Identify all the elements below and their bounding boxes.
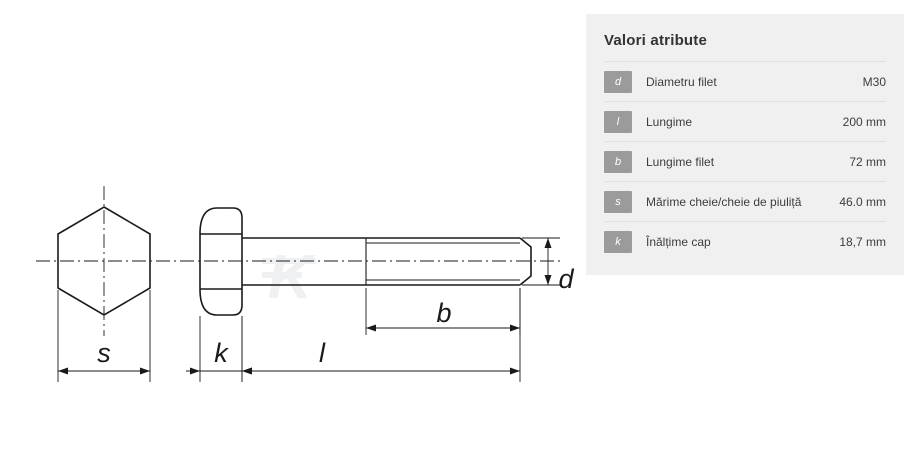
attribute-value: 18,7 mm <box>839 234 886 249</box>
attribute-label: Diametru filet <box>646 74 717 89</box>
attribute-row <box>604 221 886 261</box>
attribute-symbol-badge: k <box>604 231 632 253</box>
attribute-value: 200 mm <box>842 114 886 129</box>
attribute-symbol-badge: d <box>604 71 632 93</box>
dimension-label-b: b <box>436 298 452 328</box>
attribute-row <box>604 61 886 101</box>
attribute-value: 46.0 mm <box>839 194 886 209</box>
attribute-label: Lungime filet <box>646 154 715 169</box>
attribute-symbol-badge: s <box>604 191 632 213</box>
attribute-row <box>604 181 886 221</box>
watermark <box>262 243 317 312</box>
attribute-values-panel <box>586 14 904 275</box>
thread-portion <box>366 238 520 285</box>
attribute-row <box>604 101 886 141</box>
svg-text:K: K <box>267 243 313 312</box>
attribute-label: Mărime cheie/cheie de piuliță <box>646 194 802 209</box>
attribute-value: 72 mm <box>849 154 886 169</box>
dimension-label-s: s <box>97 338 111 368</box>
attribute-label: Înălțime cap <box>646 234 711 249</box>
panel-title: Valori atribute <box>604 32 708 49</box>
attribute-label: Lungime <box>646 114 693 129</box>
dimension-label-k: k <box>214 338 228 368</box>
attribute-symbol-badge: l <box>604 111 632 133</box>
attribute-symbol-badge: b <box>604 151 632 173</box>
attribute-value: M30 <box>862 74 886 89</box>
dimension-label-l: l <box>319 338 325 368</box>
attribute-row <box>604 141 886 181</box>
bolt-head-side-view <box>200 208 242 315</box>
dimension-label-d: d <box>558 264 574 294</box>
